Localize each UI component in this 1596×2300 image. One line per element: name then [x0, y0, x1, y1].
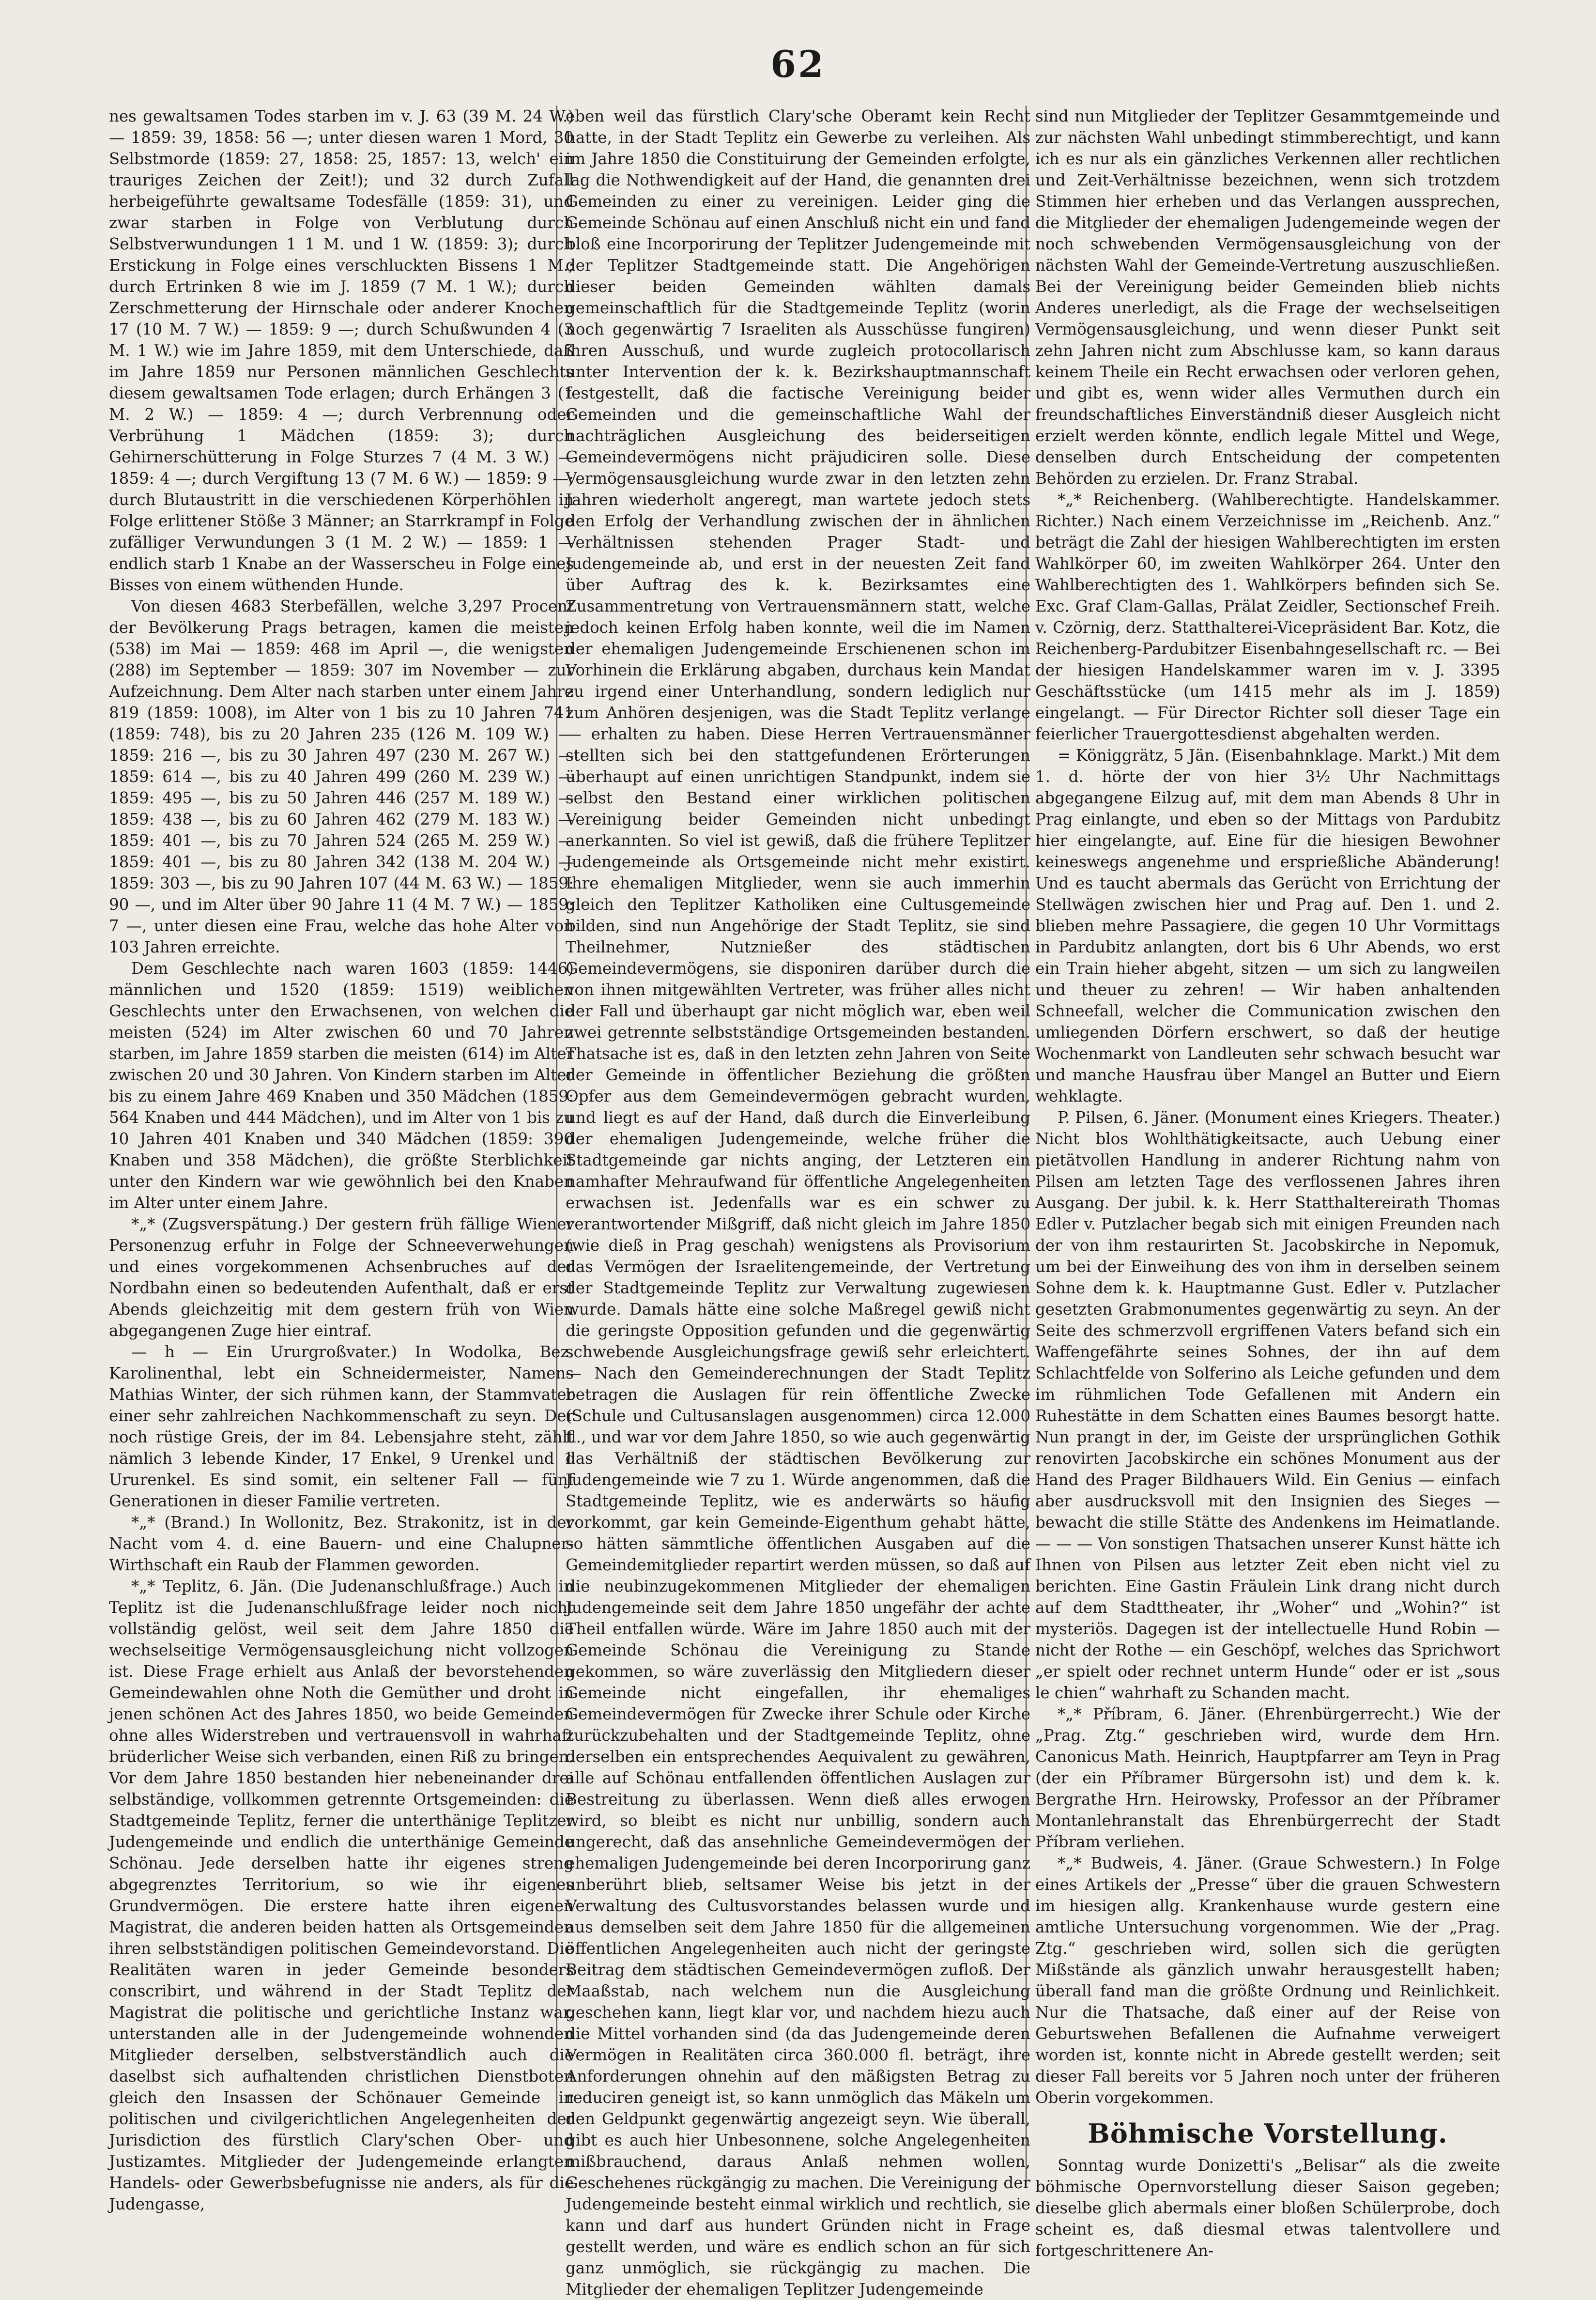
- news-item: P. Pilsen, 6. Jäner. (Monument eines Kriegers. Theater.) Nicht blos Wohlthätigkeitsacte, auch Uebung einer pietätvollen Handlung in anderer Richtung nahm von Pilsen am letzten Tage des verflossenen Jahres ihren Ausgang. Der jubil. k. k. Herr Statthaltereirath Thomas Edler v. Putzlacher begab sich mit einigen Freunden nach der von ihm restaurirten St. Jacobskirche in Nepomuk, um bei der Einweihung des von ihm in derselben seinem Sohne dem k. k. Hauptmanne Gust. Edler v. Putzlacher gesetzten Grabmonumentes gegenwärtig zu seyn. An der Seite des schmerzvoll ergriffenen Vaters befand sich ein Waffengefährte seines Sohnes, der ihn auf dem Schlachtfelde von Solferino als Leiche gefunden und dem im rühmlichen Tode Gefallenen mit Andern ein Ruhestätte in dem Schatten eines Baumes besorgt hatte. Nun prangt in der, im Geiste der ursprünglichen Gothik renovirten Jacobskirche ein schönes Monument aus der Hand des Prager Bildhauers Wild. Ein Genius — einfach aber ausdrucksvoll mit den Insignien des Sieges — bewacht die stille Stätte des Andenkens im Heimatlande. — — — Von sonstigen Thatsachen unserer Kunst hätte ich Ihnen von Pilsen aus letzter Zeit eben nicht viel zu berichten. Eine Gastin Fräulein Link drang nicht durch auf dem Stadttheater, ihr „Woher“ und „Wohin?“ ist mysteriös. Dagegen ist der intellectuelle Hund Robin — nicht der Rothe — ein Geschöpf, welches das Sprichwort „er spielt oder rechnet unterm Hunde“ oder er ist „sous le chien“ wahrhaft zu Schanden macht.: [1035, 1108, 1500, 1702]
- page-number: 62: [770, 43, 826, 86]
- article-paragraph: nes gewaltsamen Todes starben im v. J. 63 (39 M. 24 W.) — 1859: 39, 1858: 56 —; unter diesen waren 1 Mord, 30 Selbstmorde (1859: 27, 1858: 25, 1857: 13, welch' ein trauriges Zeichen der Zeit!); und 32 durch Zufall herbeigeführte gewaltsame Todesfälle (1859: 31), und zwar starben in Folge von Verblutung durch Selbstverwundungen 1 1 M. und 1 W. (1859: 3); durch Erstickung in Folge eines verschluckten Bissens 1 M.; durch Ertrinken 8 wie im J. 1859 (7 M. 1 W.); durch Zerschmetterung der Hirnschale oder anderer Knochen 17 (10 M. 7 W.) — 1859: 9 —; durch Schußwunden 4 (3 M. 1 W.) wie im Jahre 1859, mit dem Unterschiede, daß im Jahre 1859 nur Personen männlichen Geschlechts diesem gewaltsamen Tode erlagen; durch Erhängen 3 (1 M. 2 W.) — 1859: 4 —; durch Verbrennung oder Verbrühung 1 Mädchen (1859: 3); durch Gehirnerschütterung in Folge Sturzes 7 (4 M. 3 W.) — 1859: 4 —; durch Vergiftung 13 (7 M. 6 W.) — 1859: 9 —; durch Blutaustritt in die verschiedenen Körperhöhlen in Folge erlittener Stöße 3 Männer; an Starrkrampf in Folge zufälliger Verwundungen 3 (1 M. 2 W.) — 1859: 1 — endlich starb 1 Knabe an der Wasserscheu in Folge eines Bisses von einem wüthenden Hunde.: [109, 107, 574, 594]
- news-item: *„* (Brand.) In Wollonitz, Bez. Strakonitz, ist in der Nacht vom 4. d. eine Bauern- und eine Chalupner-Wirthschaft ein Raub der Flammen geworden.: [109, 1513, 574, 1574]
- news-item: *„* (Zugsverspätung.) Der gestern früh fällige Wiener Personenzug erfuhr in Folge der Schneeverwehungen und eines vorgekommenen Achsenbruches auf der Nordbahn einen so bedeutenden Aufenthalt, daß er erst Abends gleichzeitig mit dem gestern früh von Wien abgegangenen Zuge hier eintraf.: [109, 1215, 574, 1340]
- news-item: = Königgrätz, 5 Jän. (Eisenbahnklage. Markt.) Mit dem 1. d. hörte der von hier 3½ Uhr Nachmittags abgegangene Eilzug auf, mit dem man Abends 8 Uhr in Prag einlangte, und eben so der Mittags von Pardubitz hier eingelangte, auf. Eine für die hiesigen Bewohner keineswegs angenehme und ersprießliche Abänderung! Und es taucht abermals das Gerücht von Errichtung der Stellwägen zwischen hier und Prag auf. Den 1. und 2. blieben mehre Passagiere, die gegen 10 Uhr Vormittags in Pardubitz anlangten, dort bis 6 Uhr Abends, wo erst ein Train hieher abgeht, sitzen — um sich zu langweilen und theuer zu zehren! — Wir haben anhaltenden Schneefall, welcher die Communication zwischen den umliegenden Dörfern erschwert, so daß der heutige Wochenmarkt von Landleuten sehr schwach besucht war und manche Hausfrau über Mangel an Butter und Eiern wehklagte.: [1035, 746, 1500, 1105]
- news-item: *„* Teplitz, 6. Jän. (Die Judenanschlußfrage.) Auch in Teplitz ist die Judenanschlußfrage leider noch nicht vollständig gelöst, weil seit dem Jahre 1850 die wechselseitige Vermögensausgleichung nicht vollzogen ist. Diese Frage erhielt aus Anlaß der bevorstehenden Gemeindewahlen ohne Noth die Gemüther und droht in jenen schönen Act des Jahres 1850, wo beide Gemeinden ohne alles Widerstreben und vertrauensvoll in wahrhaft brüderlicher Weise sich verbanden, einen Riß zu bringen. Vor dem Jahre 1850 bestanden hier nebeneinander drei selbständige, vollkommen getrennte Ortsgemeinden: die Stadtgemeinde Teplitz, ferner die unterthänige Teplitzer Judengemeinde und endlich die unterthänige Gemeinde Schönau. Jede derselben hatte ihr eigenes streng abgegrenztes Territorium, so wie ihr eigenes Grundvermögen. Die erstere hatte ihren eigenen Magistrat, die anderen beiden hatten als Ortsgemeinden ihren selbstständigen politischen Gemeindevorstand. Die Realitäten waren in jeder Gemeinde besonders conscribirt, und während in der Stadt Teplitz der Magistrat die politische und gerichtliche Instanz war, unterstanden alle in der Judengemeinde wohnenden Mitglieder derselben, selbstverständlich auch die daselbst sich aufhaltenden christlichen Dienstboten gleich den Insassen der Schönauer Gemeinde in politischen und civilgerichtlichen Angelegenheiten der Jurisdiction des fürstlich Clary'schen Ober- und Justizamtes. Mitglieder der Judengemeinde erlangten Handels- oder Gewerbsbefugnisse nie anders, als für die Judengasse,: [109, 1577, 574, 2213]
- section-heading: Böhmische Vorstellung.: [1088, 2118, 1448, 2149]
- article-paragraph: Von diesen 4683 Sterbefällen, welche 3,297 Procent der Bevölkerung Prags betragen, kamen die meisten (538) im Mai — 1859: 468 im April —, die wenigsten (288) im September — 1859: 307 im November — zur Aufzeichnung. Dem Alter nach starben unter einem Jahre 819 (1859: 1008), im Alter von 1 bis zu 10 Jahren 741 (1859: 748), bis zu 20 Jahren 235 (126 M. 109 W.) — 1859: 216 —, bis zu 30 Jahren 497 (230 M. 267 W.) — 1859: 614 —, bis zu 40 Jahren 499 (260 M. 239 W.) — 1859: 495 —, bis zu 50 Jahren 446 (257 M. 189 W.) — 1859: 438 —, bis zu 60 Jahren 462 (279 M. 183 W.) — 1859: 401 —, bis zu 70 Jahren 524 (265 M. 259 W.) — 1859: 401 —, bis zu 80 Jahren 342 (138 M. 204 W.) — 1859: 303 —, bis zu 90 Jahren 107 (44 M. 63 W.) — 1859: 90 —, und im Alter über 90 Jahre 11 (4 M. 7 W.) — 1859: 7 —, unter diesen eine Frau, welche das hohe Alter von 103 Jahren erreichte.: [109, 597, 574, 956]
- article-paragraph: Dem Geschlechte nach waren 1603 (1859: 1446) männlichen und 1520 (1859: 1519) weiblichen Geschlechts unter den Erwachsenen, von welchen die meisten (524) im Alter zwischen 60 und 70 Jahren starben, im Jahre 1859 starben die meisten (614) im Alter zwischen 20 und 30 Jahren. Von Kindern starben im Alter bis zu einem Jahre 469 Knaben und 350 Mädchen (1859: 564 Knaben und 444 Mädchen), und im Alter von 1 bis zu 10 Jahren 401 Knaben und 340 Mädchen (1859: 390 Knaben und 358 Mädchen), die größte Sterblichkeit unter den Kindern war wie gewöhnlich bei den Knaben im Alter unter einem Jahre.: [109, 959, 574, 1212]
- article-paragraph: Sonntag wurde Donizetti's „Belisar“ als die zweite böhmische Opernvorstellung dieser Saison gegeben; dieselbe glich abermals einer bloßen Schülerprobe, doch scheint es, daß diesmal etwas talentvollere und fortgeschrittenere An-: [1035, 2156, 1500, 2260]
- column-right: [1035, 106, 1500, 2260]
- news-item: *„* Budweis, 4. Jäner. (Graue Schwestern.) In Folge eines Artikels der „Presse“ über die grauen Schwestern im hiesigen allg. Krankenhause wurde gestern eine amtliche Untersuchung vorgenommen. Wie der „Prag. Ztg.“ geschrieben wird, sollen sich die gerügten Mißstände als gänzlich unwahr herausgestellt haben; überall fand man die größte Ordnung und Reinlichkeit. Nur die Thatsache, daß einer auf der Reise von Geburtswehen Befallenen die Aufnahme verweigert worden ist, konnte nicht in Abrede gestellt werden; seit dieser Fall bereits vor 5 Jahren noch unter der früheren Oberin vorgekommen.: [1035, 1854, 1500, 2107]
- news-item: *„* Reichenberg. (Wahlberechtigte. Handelskammer. Richter.) Nach einem Verzeichnisse im „Reichenb. Anz.“ beträgt die Zahl der hiesigen Wahlberechtigten im ersten Wahlkörper 60, im zweiten Wahlkörper 264. Unter den Wahlberechtigten des 1. Wahlkörpers befinden sich Se. Exc. Graf Clam-Gallas, Prälat Zeidler, Sectionschef Freih. v. Czörnig, derz. Statthalterei-Vicepräsident Bar. Kotz, die Reichenberg-Pardubitzer Eisenbahngesellschaft rc. — Bei der hiesigen Handelskammer waren im v. J. 3395 Geschäftsstücke (um 1415 mehr als im J. 1859) eingelangt. — Für Director Richter soll dieser Tage ein feierlicher Trauergottesdienst abgehalten werden.: [1035, 491, 1500, 743]
- news-item: — h — Ein Ururgroßvater.) In Wodolka, Bez. Karolinenthal, lebt ein Schneidermeister, Namens Mathias Winter, der sich rühmen kann, der Stammvater einer sehr zahlreichen Nachkommenschaft zu seyn. Der noch rüstige Greis, der im 84. Lebensjahre steht, zählt nämlich 3 lebende Kinder, 17 Enkel, 9 Urenkel und 1 Ururenkel. Es sind somit, ein seltener Fall — fünf Generationen in dieser Familie vertreten.: [109, 1343, 574, 1510]
- article-paragraph: sind nun Mitglieder der Teplitzer Gesammtgemeinde und zur nächsten Wahl unbedingt stimmberechtigt, und kann ich es nur als ein gänzliches Verkennen aller rechtlichen und Zeit-Verhältnisse bezeichnen, wenn sich trotzdem Stimmen hier erheben und das Verlangen aussprechen, die Mitglieder der ehemaligen Judengemeinde wegen der noch schwebenden Vermögensausgleichung von der nächsten Wahl der Gemeinde-Vertretung auszuschließen. Bei der Vereinigung beider Gemeinden blieb nichts Anderes unerledigt, als die Frage der wechselseitigen Vermögensausgleichung, und wenn dieser Punkt seit zehn Jahren nicht zum Abschlusse kam, so kann daraus keinem Theile ein Recht erwachsen oder verloren gehen, und gibt es, wenn wider alles Vermuthen durch ein freundschaftliches Einverständniß dieser Ausgleich nicht erzielt werden könnte, endlich legale Mittel und Wege, denselben durch Entscheidung der competenten Behörden zu erzielen. Dr. Franz Strabal.: [1035, 107, 1500, 488]
- column-left: [109, 106, 574, 2213]
- column-middle: [566, 106, 1030, 2299]
- news-item: *„* Příbram, 6. Jäner. (Ehrenbürgerrecht.) Wie der „Prag. Ztg.“ geschrieben wird, wurde dem Hrn. Canonicus Math. Heinrich, Hauptpfarrer am Teyn in Prag (der ein Příbramer Bürgersohn ist) und dem k. k. Bergrathe Hrn. Heirowsky, Professor an der Příbramer Montanlehranstalt das Ehrenbürgerrecht der Stadt Příbram verliehen.: [1035, 1705, 1500, 1851]
- article-paragraph: eben weil das fürstlich Clary'sche Oberamt kein Recht hatte, in der Stadt Teplitz ein Gewerbe zu verleihen. Als im Jahre 1850 die Constituirung der Gemeinden erfolgte, lag die Nothwendigkeit auf der Hand, die genannten drei Gemeinden zu einer zu vereinigen. Leider ging die Gemeinde Schönau auf einen Anschluß nicht ein und fand bloß eine Incorporirung der Teplitzer Judengemeinde mit der Teplitzer Stadtgemeinde statt. Die Angehörigen dieser beiden Gemeinden wählten damals gemeinschaftlich für die Stadtgemeinde Teplitz (worin noch gegenwärtig 7 Israeliten als Ausschüsse fungiren) ihren Ausschuß, und wurde zugleich protocollarisch unter Intervention der k. k. Bezirkshauptmannschaft festgestellt, daß die factische Vereinigung beider Gemeinden und die gemeinschaftliche Wahl der nachträglichen Ausgleichung des beiderseitigen Gemeindevermögens nicht präjudiciren solle. Diese Vermögensausgleichung wurde zwar in den letzten zehn Jahren wiederholt angeregt, man wartete jedoch stets den Erfolg der Verhandlung zwischen der in ähnlichen Verhältnissen stehenden Prager Stadt- und Judengemeinde ab, und erst in der neuesten Zeit fand über Auftrag des k. k. Bezirksamtes eine Zusammentretung von Vertrauensmännern statt, welche jedoch keinen Erfolg haben konnte, weil die im Namen der ehemaligen Judengemeinde Erschienenen schon im Vorhinein die Erklärung abgaben, durchaus kein Mandat zu irgend einer Unterhandlung, sondern lediglich nur zum Anhören desjenigen, was die Stadt Teplitz verlange — erhalten zu haben. Diese Herren Vertrauensmänner stellten sich bei den stattgefundenen Erörterungen überhaupt auf einen unrichtigen Standpunkt, indem sie selbst den Bestand einer wirklichen politischen Vereinigung beider Gemeinden nicht unbedingt anerkannten. So viel ist gewiß, daß die frühere Teplitzer Judengemeinde als Ortsgemeinde nicht mehr existirt. Ihre ehemaligen Mitglieder, wenn sie auch immerhin gleich den Teplitzer Katholiken eine Cultusgemeinde bilden, sind nun Angehörige der Stadt Teplitz, sie sind Theilnehmer, Nutznießer des städtischen Gemeindevermögens, sie disponiren darüber durch die von ihnen mitgewählten Vertreter, was früher alles nicht der Fall und überhaupt gar nicht möglich war, eben weil zwei getrennte selbstständige Ortsgemeinden bestanden. Thatsache ist es, daß in den letzten zehn Jahren von Seite der Gemeinde in öffentlicher Beziehung die größten Opfer aus dem Gemeindevermögen gebracht wurden, und liegt es auf der Hand, daß durch die Einverleibung der ehemaligen Judengemeinde, welche früher die Stadtgemeinde gar nichts anging, der Letzteren ein namhafter Mehraufwand für öffentliche Angelegenheiten erwachsen ist. Jedenfalls war es ein schwer zu verantwortender Mißgriff, daß nicht gleich im Jahre 1850 (wie dieß in Prag geschah) wenigstens als Provisorium das Vermögen der Israelitengemeinde, der Vertretung der Stadtgemeinde Teplitz zur Verwaltung zugewiesen wurde. Damals hätte eine solche Maßregel gewiß nicht die geringste Opposition gefunden und die gegenwärtig schwebende Ausgleichungsfrage gewiß sehr erleichtert. — Nach den Gemeinderechnungen der Stadt Teplitz betragen die Auslagen für rein öffentliche Zwecke (Schule und Cultusanslagen ausgenommen) circa 12.000 fl., und war vor dem Jahre 1850, so wie auch gegenwärtig das Verhältniß der städtischen Bevölkerung zur Judengemeinde wie 7 zu 1. Würde angenommen, daß die Stadtgemeinde Teplitz, wie es anderwärts so häufig vorkommt, gar kein Gemeinde-Eigenthum gehabt hätte, so hätten sämmtliche öffentlichen Ausgaben auf die Gemeindemitglieder repartirt werden müssen, so daß auf die neubinzugekommenen Mitglieder der ehemaligen Judengemeinde seit dem Jahre 1850 ungefähr der achte Theil entfallen würde. Wäre im Jahre 1850 auch mit der Gemeinde Schönau die Vereinigung zu Stande gekommen, so wäre zuverlässig den Mitgliedern dieser Gemeinde nicht eingefallen, ihr ehemaliges Gemeindevermögen für Zwecke ihrer Schule oder Kirche zurückzubehalten und der Stadtgemeinde Teplitz, ohne derselben ein entsprechendes Aequivalent zu gewähren, alle auf Schönau entfallenden öffentlichen Auslagen zur Bestreitung zu überlassen. Wenn dieß alles erwogen wird, so bleibt es nicht nur unbillig, sondern auch ungerecht, daß das ansehnliche Gemeindevermögen der ehemaligen Judengemeinde bei deren Incorporirung ganz unberührt blieb, seltsamer Weise bis jetzt in der Verwaltung des Cultusvorstandes belassen wurde und aus demselben seit dem Jahre 1850 für die allgemeinen öffentlichen Angelegenheiten auch nicht der geringste Beitrag dem städtischen Gemeindevermögen zufloß. Der Maaßstab, nach welchem nun die Ausgleichung geschehen kann, liegt klar vor, und nachdem hiezu auch die Mittel vorhanden sind (da das Judengemeinde deren Vermögen in Realitäten circa 360.000 fl. beträgt, ihre Anforderungen ohnehin auf den mäßigsten Betrag zu reduciren geneigt ist, so kann unmöglich das Mäkeln um den Geldpunkt gegenwärtig angezeigt seyn. Wie überall, gibt es auch hier Unbesonnene, solche Angelegenheiten mißbrauchend, daraus Anlaß nehmen wollen, Geschehenes rückgängig zu machen. Die Vereinigung der Judengemeinde besteht einmal wirklich und rechtlich, sie kann und darf aus hundert Gründen nicht in Frage gestellt werden, und wäre es endlich schon an für sich ganz unmöglich, sie rückgängig zu machen. Die Mitglieder der ehemaligen Teplitzer Judengemeinde: [566, 107, 1030, 2299]
